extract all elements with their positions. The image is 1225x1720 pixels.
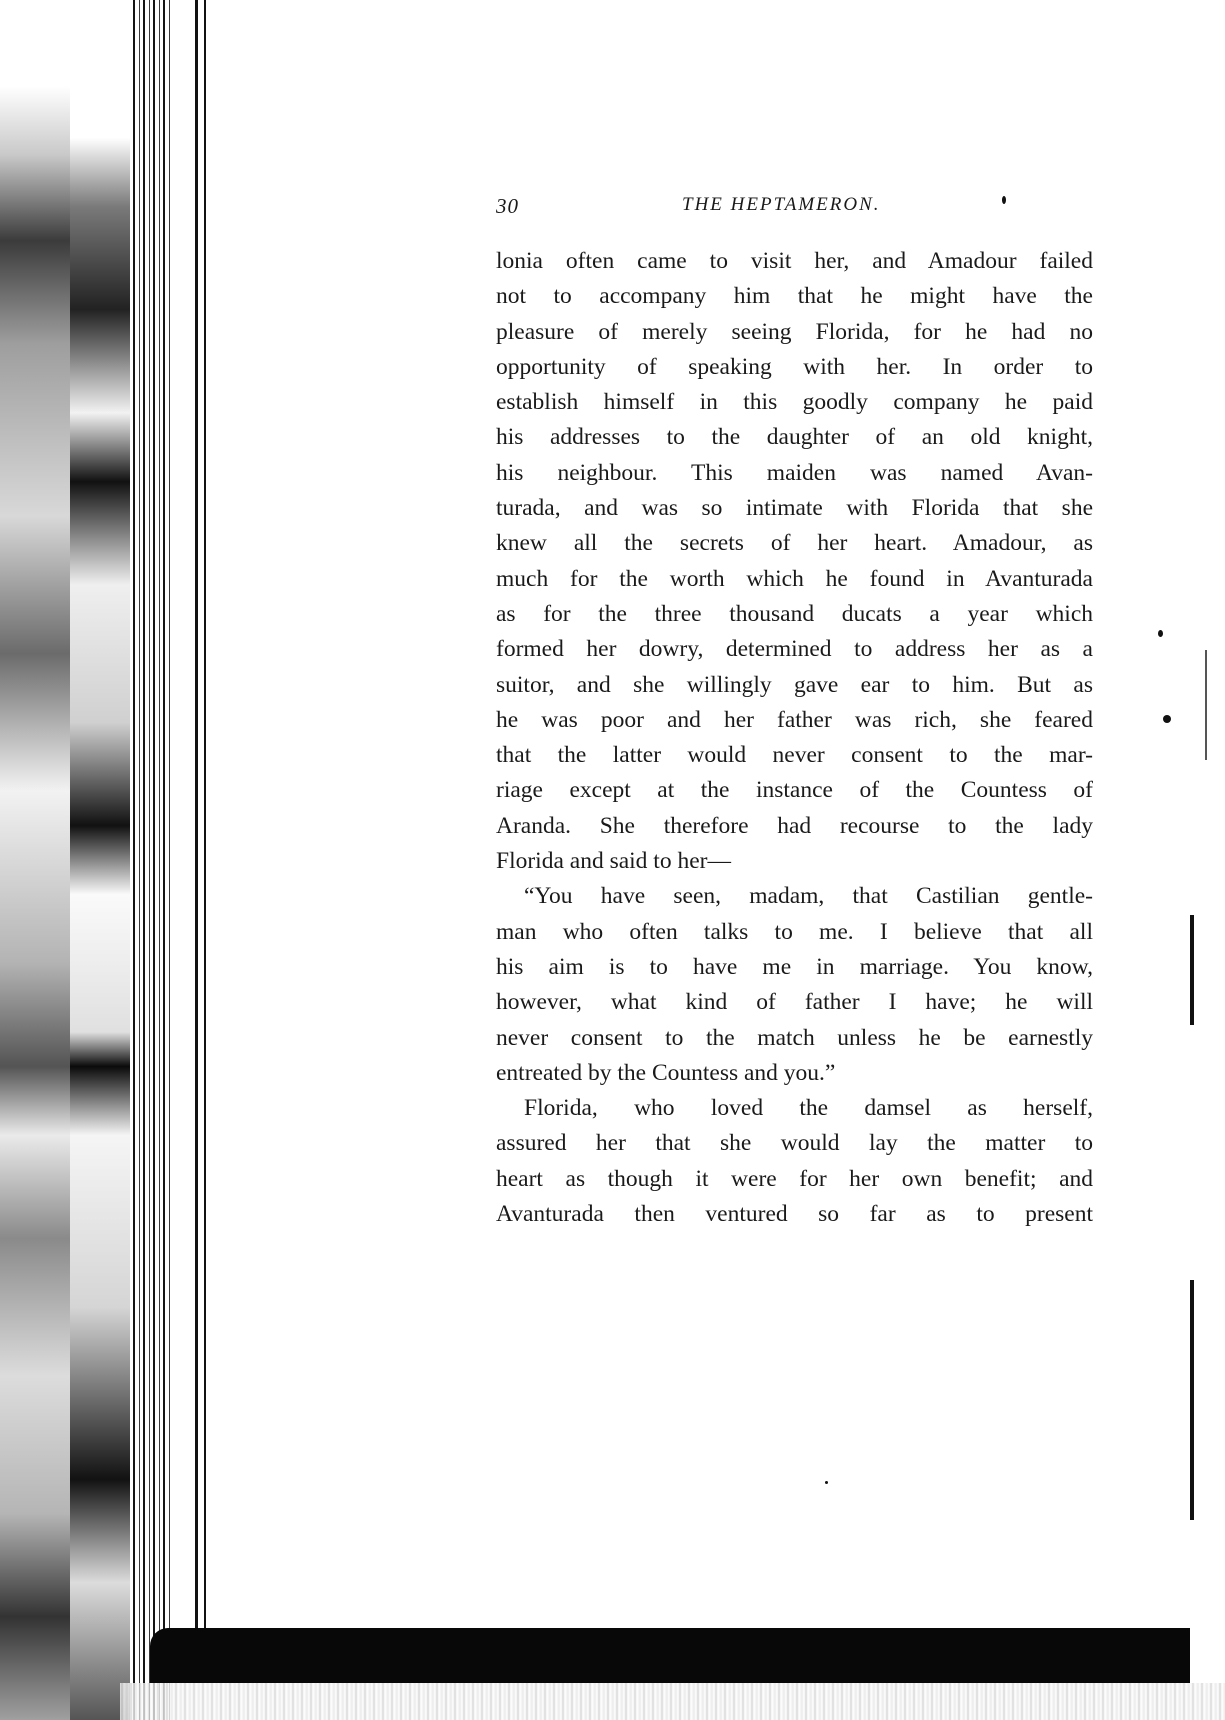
scan-right-edge [1190, 1280, 1194, 1520]
scan-speck [1158, 630, 1163, 637]
text-line: as for the three thousand ducats a year which [496, 600, 1093, 627]
text-line: heart as though it were for her own benefit; and [496, 1165, 1093, 1192]
binding-rule [195, 0, 198, 1635]
text-line: Florida, who loved the damsel as herself, [524, 1095, 1093, 1122]
body-text [496, 244, 1093, 1232]
text-line: Aranda. She therefore had recourse to the lady [496, 812, 1093, 839]
text-line: assured her that she would lay the matter to [496, 1130, 1093, 1157]
text-line: never consent to the match unless he be earnestly [496, 1024, 1093, 1051]
text-line: turada, and was so intimate with Florida that she [496, 495, 1093, 522]
binding-rule [204, 0, 206, 1635]
page-header [496, 194, 1096, 224]
text-line: pleasure of merely seeing Florida, for he had no [496, 318, 1093, 345]
text-line: his addresses to the daughter of an old knight, [496, 424, 1093, 451]
text-line: riage except at the instance of the Countess of [496, 777, 1093, 804]
text-line: not to accompany him that he might have the [496, 283, 1093, 310]
text-line: lonia often came to visit her, and Amadour failed [496, 248, 1093, 274]
text-line: knew all the secrets of her heart. Amadour, as [496, 530, 1093, 557]
text-line: much for the worth which he found in Avanturada [496, 565, 1093, 592]
scan-bottom-noise [120, 1683, 1225, 1720]
edge-band [0, 0, 70, 1720]
text-line: his neighbour. This maiden was named Avan- [496, 459, 1093, 486]
text-line: Florida and said to her— [496, 848, 731, 875]
edge-band [70, 0, 130, 1720]
scan-right-edge [1190, 915, 1194, 1025]
page-number: 30 [496, 194, 519, 218]
text-line: establish himself in this goodly company he paid [496, 389, 1093, 416]
text-line: his aim is to have me in marriage. You know, [496, 953, 1093, 980]
edge-band [170, 0, 215, 1720]
text-line: formed her dowry, determined to address her as a [496, 636, 1093, 663]
scan-right-edge [1205, 650, 1207, 760]
text-line: opportunity of speaking with her. In order to [496, 353, 1093, 380]
scanned-book-edge [0, 0, 215, 1720]
scan-speck [825, 1481, 828, 1484]
text-line: he was poor and her father was rich, she feared [496, 706, 1093, 733]
scan-bottom-shadow [150, 1628, 1190, 1683]
text-line: Avanturada then ventured so far as to present [496, 1201, 1093, 1228]
text-line: “You have seen, madam, that Castilian gentle- [524, 883, 1093, 910]
text-line: entreated by the Countess and you.” [496, 1059, 836, 1086]
text-line: that the latter would never consent to the mar- [496, 742, 1093, 769]
scan-speck [1163, 715, 1171, 723]
text-line: man who often talks to me. I believe that all [496, 918, 1093, 945]
edge-band [130, 0, 170, 1720]
text-line: however, what kind of father I have; he will [496, 989, 1093, 1016]
text-line: suitor, and she willingly gave ear to him. But as [496, 671, 1093, 698]
running-title: THE HEPTAMERON. [682, 194, 881, 215]
